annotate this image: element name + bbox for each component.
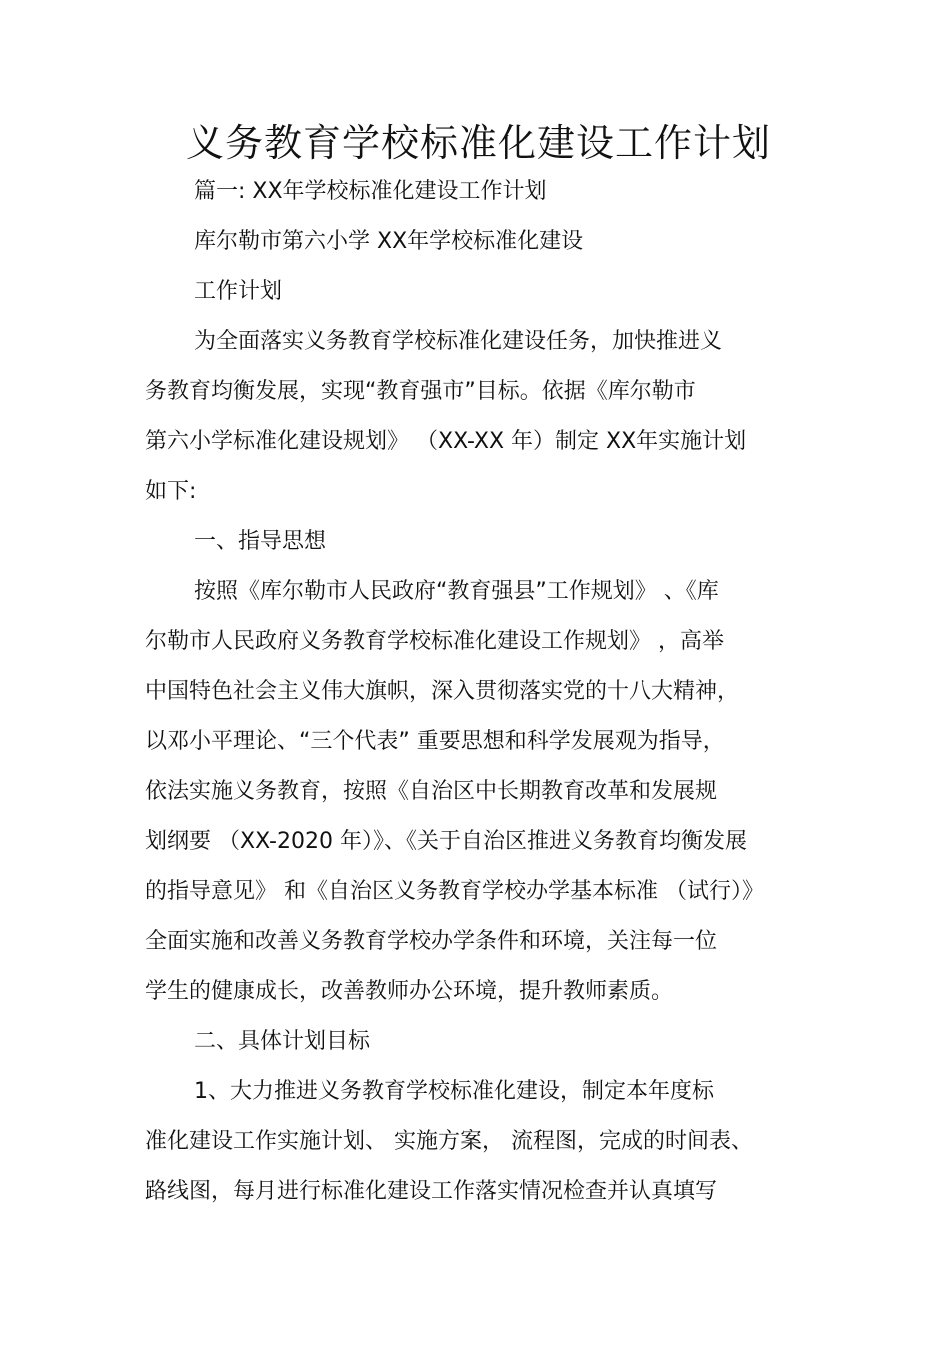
document-title: 义务教育学校标准化建设工作计划 [186, 121, 772, 165]
paragraph-line: 务教育均衡发展，实现“教育强市”目标。依据《库尔勒市 [145, 379, 696, 404]
plan-line: 工作计划 [194, 279, 283, 304]
paragraph-line: 1、大力推进义务教育学校标准化建设，制定本年度标 [194, 1079, 714, 1104]
paragraph-line: 依法实施义务教育，按照《自治区中长期教育改革和发展规 [145, 779, 718, 804]
paragraph-line: 第六小学标准化建设规划》 （XX-XX 年）制定 XX年实施计划 [145, 429, 747, 454]
paragraph-line: 为全面落实义务教育学校标准化建设任务，加快推进义 [194, 329, 723, 354]
section-heading: 一、指导思想 [194, 529, 327, 554]
paragraph-line: 的指导意见》 和《自治区义务教育学校办学基本标准 （试行）》 [145, 879, 764, 904]
paragraph-line: 如下: [145, 479, 197, 504]
section-heading: 二、具体计划目标 [194, 1029, 371, 1054]
paragraph-line: 中国特色社会主义伟大旗帜，深入贯彻落实党的十八大精神， [145, 679, 740, 704]
paragraph-line: 以邓小平理论、“三个代表” 重要思想和科学发展观为指导， [145, 729, 725, 754]
paragraph-line: 准化建设工作实施计划、 实施方案， 流程图，完成的时间表、 [145, 1129, 753, 1154]
paragraph-line: 路线图，每月进行标准化建设工作落实情况检查并认真填写 [145, 1179, 718, 1204]
paragraph-line: 划纲要 （XX-2020 年）》、《关于自治区推进义务教育均衡发展 [145, 829, 747, 854]
paragraph-line: 全面实施和改善义务教育学校办学条件和环境，关注每一位 [145, 929, 718, 954]
paragraph-line: 按照《库尔勒市人民政府“教育强县”工作规划》 、《库 [194, 579, 719, 604]
school-line: 库尔勒市第六小学 XX年学校标准化建设 [194, 229, 584, 254]
paragraph-line: 学生的健康成长，改善教师办公环境，提升教师素质。 [145, 979, 674, 1004]
paragraph-line: 尔勒市人民政府义务教育学校标准化建设工作规划》 ，高举 [145, 629, 724, 654]
subtitle-line: 篇一: XX年学校标准化建设工作计划 [194, 179, 547, 204]
